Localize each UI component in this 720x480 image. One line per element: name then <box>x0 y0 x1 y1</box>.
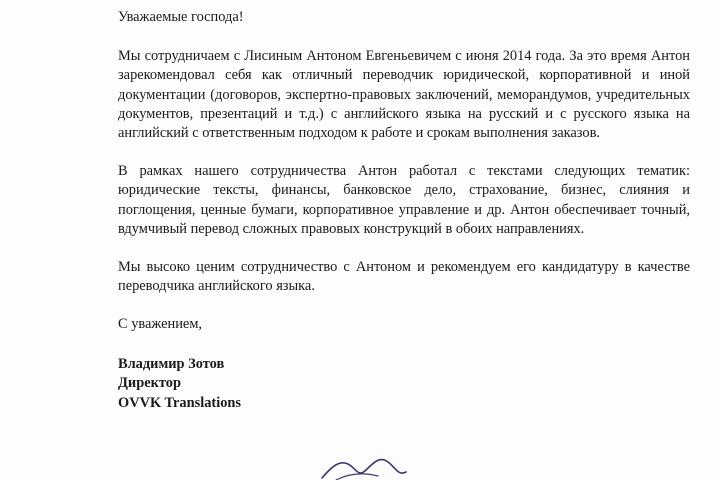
signatory-name: Владимир Зотов <box>118 355 225 372</box>
recommendation-letter <box>118 8 690 413</box>
paragraph-text: Мы сотрудничаем с Лисиным Антоном Евгеньевичем с июня 2014 года. За это время Антон зарекомендовал себя как отличный переводчик юридической, корпоративной и иной документации (договоров, экспертно-правовых заключений, меморандумов, учредительных документов, презентаций и т.д.) с английского языка на русский и с русского языка на английский с ответственным подходом к работе и срокам выполнения заказов. <box>118 48 690 142</box>
signature-block <box>118 355 690 414</box>
paragraph-topics <box>118 162 690 239</box>
closing: С уважением, <box>118 316 203 333</box>
handwritten-signature <box>318 452 408 480</box>
signatory-title: Директор <box>118 375 181 392</box>
paragraph-text: В рамках нашего сотрудничества Антон работал с текстами следующих тематик: юридические тексты, финансы, банковское дело, страхование, бизнес, слияния и поглощения, ценные бумаги, корпоративное управление и др. Антон обеспечивает точный, вдумчивый перевод сложных правовых конструкций в обоих направлениях. <box>118 163 690 237</box>
salutation: Уважаемые господа! <box>118 9 244 25</box>
paragraph-recommendation <box>118 258 690 296</box>
paragraph-cooperation <box>118 47 690 143</box>
signatory-company: OVVK Translations <box>118 394 242 411</box>
paragraph-text: Мы высоко ценим сотрудничество с Антоном и рекомендуем его кандидатуру в качестве переводчика английского языка. <box>118 259 690 295</box>
